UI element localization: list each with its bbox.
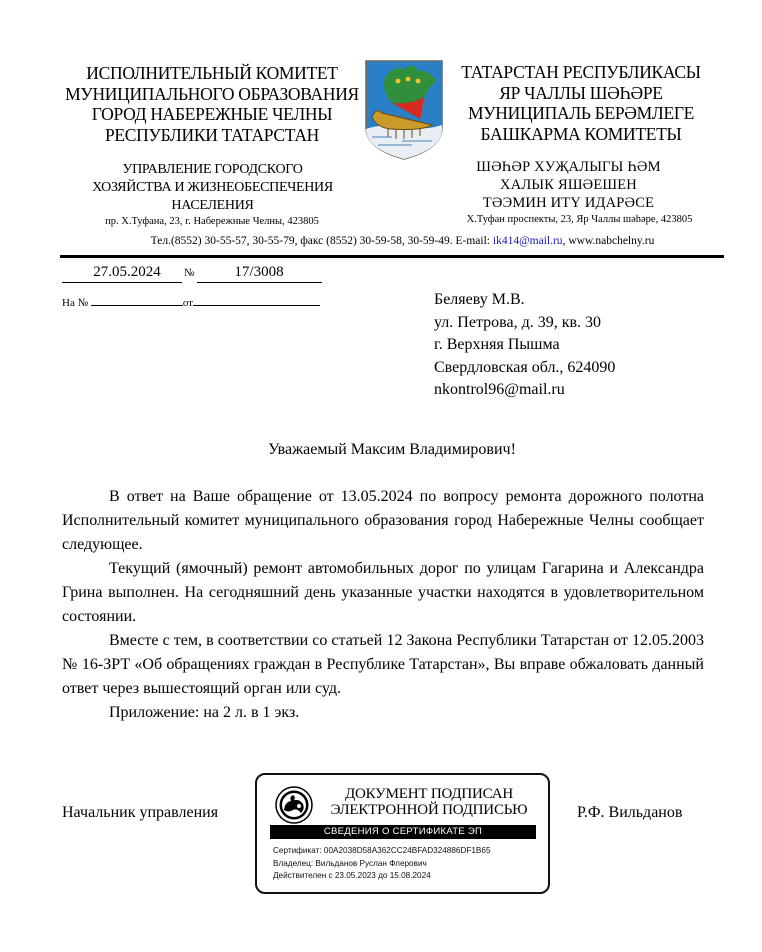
reg-number: 17/3008	[197, 262, 322, 283]
contact-line	[60, 234, 745, 249]
reply-to-date-blank	[193, 294, 320, 306]
org-line: ТАТАРСТАН РЕСПУБЛИКАСЫ	[461, 62, 701, 82]
tatarstan-seal-icon	[275, 786, 313, 824]
header-divider	[60, 255, 724, 258]
signer-title: Начальник управления	[62, 804, 219, 821]
dept-line: ТӘЭМИН ИТҮ ИДАРӘСЕ	[482, 195, 655, 211]
addressee-region: Свердловская обл., 624090	[434, 358, 616, 376]
addressee-email: nkontrol96@mail.ru	[434, 381, 565, 398]
stamp-title-line: ДОКУМЕНТ ПОДПИСАН	[345, 786, 513, 802]
dept-line: ХОЗЯЙСТВА И ЖИЗНЕОБЕСПЕЧЕНИЯ	[92, 180, 333, 195]
dept-name-ru	[70, 161, 355, 215]
address-tt: Х.Туфан проспекты, 23, Яр Чаллы шәһәре, 423805	[466, 214, 693, 225]
org-line: РЕСПУБЛИКИ ТАТАРСТАН	[104, 124, 319, 145]
letter-body	[62, 485, 704, 725]
registration-line	[62, 262, 322, 283]
certificate-info-header: СВЕДЕНИЯ О СЕРТИФИКАТЕ ЭП	[270, 825, 536, 839]
addressee-street: ул. Петрова, д. 39, кв. 30	[434, 313, 602, 331]
paragraph: В ответ на Ваше обращение от 13.05.2024 по вопросу ремонта дорожного полотна Исполнительный комитет муниципального образования город Набережные Челны сообщает следующее.	[62, 488, 704, 553]
reply-to-number-blank	[91, 294, 183, 306]
certificate-info	[273, 845, 543, 883]
dept-line: НАСЕЛЕНИЯ	[171, 198, 254, 213]
certificate-serial: Сертификат: 00A2038D58A362CC24BFAD324886DF1B65	[273, 846, 491, 855]
stamp-title-line: ЭЛЕКТРОННОЙ ПОДПИСЬЮ	[330, 801, 528, 818]
reg-date: 27.05.2024	[62, 262, 182, 283]
paragraph: Вместе с тем, в соответствии со статьей 12 Закона Республики Татарстан от 12.05.2003 № 16-ЗРТ «Об обращениях граждан в Республике Татарстан», Вы вправе обжаловать данный ответ через вышестоящий орган или суд.	[62, 632, 704, 697]
attachment-note: Приложение: на 2 л. в 1 экз.	[109, 704, 300, 721]
org-line: ГОРОД НАБЕРЕЖНЫЕ ЧЕЛНЫ	[91, 104, 333, 124]
org-line: МУНИЦИПАЛЬ БЕРӘМЛЕГЕ	[467, 103, 695, 123]
stamp-title	[319, 787, 539, 818]
addressee-block	[434, 289, 724, 402]
dept-line: ХАЛЫК ЯШӘЕШЕН	[500, 177, 637, 193]
certificate-validity: Действителен с 23.05.2023 до 15.08.2024	[273, 871, 431, 880]
from-label: от	[182, 297, 193, 309]
certificate-owner: Владелец: Вильданов Руслан Флерович	[273, 858, 427, 868]
reg-number-label: №	[184, 267, 195, 279]
email-link[interactable]: ik414@mail.ru	[492, 235, 563, 247]
phones: Тел.(8552) 30-55-57, 30-55-79, факс (8552) 30-59-58, 30-59-49. E-mail:	[150, 235, 493, 247]
e-signature-stamp	[255, 773, 550, 894]
dept-name-tt	[446, 158, 691, 212]
coat-of-arms-icon	[362, 57, 446, 161]
reply-to-label: На №	[62, 297, 89, 309]
addressee-city: г. Верхняя Пышма	[434, 336, 560, 353]
reply-to-line	[62, 294, 320, 310]
dept-line: УПРАВЛЕНИЕ ГОРОДСКОГО	[122, 162, 303, 177]
website: , www.nabchelny.ru	[562, 235, 655, 247]
addressee-name: Беляеву М.В.	[434, 291, 525, 308]
greeting: Уважаемый Максим Владимирович!	[268, 441, 516, 458]
signer-name: Р.Ф. Вильданов	[577, 804, 683, 821]
dept-line: ШӘҺӘР ХУҖАЛЫГЫ ҺӘМ	[476, 159, 661, 175]
org-name-ru	[62, 63, 362, 145]
org-line: ЯР ЧАЛЛЫ ШӘҺӘРЕ	[499, 82, 663, 103]
org-line: МУНИЦИПАЛЬНОГО ОБРАЗОВАНИЯ	[65, 83, 359, 104]
org-name-tt	[446, 62, 716, 144]
org-line: БАШКАРМА КОМИТЕТЫ	[480, 123, 682, 144]
address-ru: пр. Х.Туфана, 23, г. Набережные Челны, 423805	[105, 216, 319, 227]
paragraph: Текущий (ямочный) ремонт автомобильных дорог по улицам Гагарина и Александра Грина выполнен. На сегодняшний день указанные участки находятся в удовлетворительном состоянии.	[62, 560, 704, 625]
org-line: ИСПОЛНИТЕЛЬНЫЙ КОМИТЕТ	[86, 63, 338, 83]
